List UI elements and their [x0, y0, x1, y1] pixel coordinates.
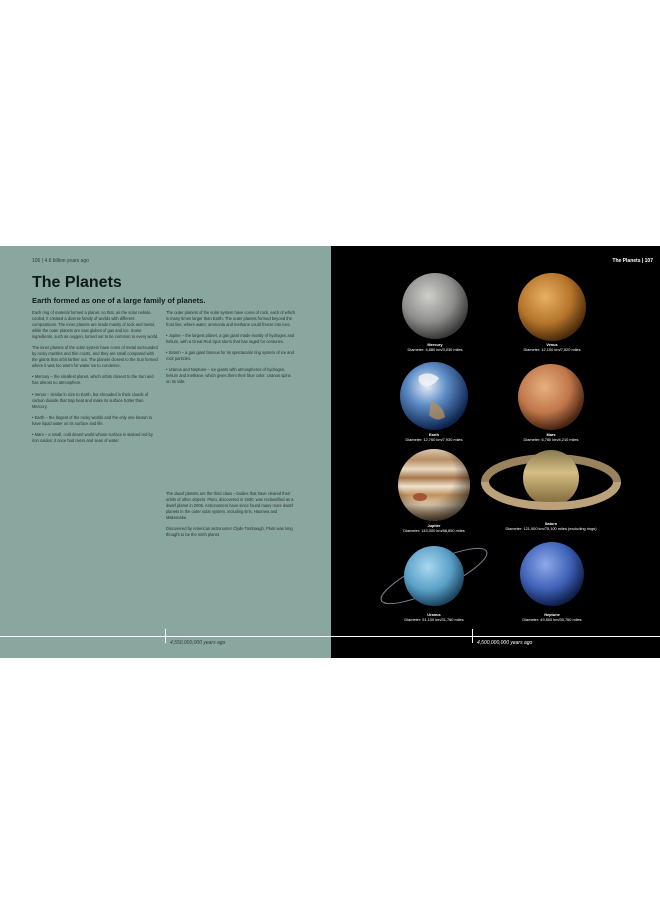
planet-caption-venus — [492, 342, 612, 352]
planet-diameter: Diameter: 49,500 km/30,760 miles — [522, 617, 582, 622]
timeline-tick — [165, 629, 166, 643]
left-page — [0, 246, 331, 658]
paragraph: • Uranus and Neptune – ice giants with atmospheres of hydrogen, helium and methane, which gives them their blue color. Uranus spins on its side. — [166, 367, 291, 385]
paragraph: Each ring of material formed a planet, so that, as the solar nebula cooled, it created a diverse family of worlds with different compositions. The inner planets are made mainly of rock and metal, while the outer planets are vast globes of gas and ice. Some ingredients, such as oxygen, turned out to be common to every world. — [32, 310, 159, 340]
planet-diameter: Diameter: 51,100 km/31,760 miles — [404, 617, 464, 622]
planet-name: Uranus — [427, 612, 441, 617]
neptune-planet — [520, 542, 584, 606]
planet-diameter: Diameter: 6,780 km/4,210 miles — [523, 437, 579, 442]
planet-name: Venus — [546, 342, 558, 347]
text-column-3 — [166, 491, 296, 543]
mars-planet — [518, 364, 584, 430]
paragraph: • Jupiter – the largest planet, a gas giant made mostly of hydrogen and helium, with a Great Red Spot storm that has raged for centuries. — [166, 333, 295, 345]
timeline-label: 4,550,000,000 years ago — [170, 640, 226, 646]
uranus-planet — [404, 546, 464, 606]
earth-planet — [400, 362, 468, 430]
paragraph: The inner planets of the solar system have cores of metal surrounded by rocky mantles and thin crusts, and they are small compared with the giants that orbit farther out. The planets closest to the Sun formed where it was too warm for water ice to condense. — [32, 345, 158, 369]
planet-caption-jupiter — [374, 523, 494, 533]
planet-caption-earth — [374, 432, 494, 442]
planet-diameter: Diameter: 12,760 km/7,930 miles — [405, 437, 463, 442]
paragraph: The dwarf planets are the third class – bodies that have cleared their orbits of other objects. Pluto, discovered in 1930, was reclassified as a dwarf planet in 2006. Astronomers have since found many more dwarf planets in the outer solar system, including Eris, Haumea and Makemake. — [166, 491, 294, 521]
planet-diameter: Diameter: 12,100 km/7,520 miles — [523, 347, 581, 352]
planet-caption-neptune — [492, 612, 612, 622]
page-title: The Planets — [32, 274, 122, 291]
venus-planet — [518, 273, 586, 341]
mercury-planet — [402, 273, 468, 339]
text-column-1 — [32, 310, 159, 449]
paragraph: • Mercury – the smallest planet, which orbits closest to the Sun and has almost no atmosphere. — [32, 374, 154, 386]
planet-name: Neptune — [544, 612, 560, 617]
paragraph: Discovered by American astronomer Clyde Tombaugh, Pluto was long thought to be the ninth planet. — [166, 526, 293, 538]
planet-caption-mars — [491, 432, 611, 442]
planet-name: Saturn — [544, 521, 558, 526]
right-page — [331, 246, 660, 658]
planet-diameter: Diameter: 121,000 km/75,100 miles (excluding rings) — [505, 526, 597, 531]
planet-illustrations — [331, 246, 660, 658]
saturn-planet — [523, 450, 579, 506]
running-head: 106 | 4.6 billion years ago — [32, 258, 89, 264]
planet-name: Mars — [546, 432, 556, 437]
planet-diameter: Diameter: 4,880 km/3,030 miles — [407, 347, 463, 352]
paragraph: • Saturn – a gas giant famous for its spectacular ring system of ice and rock particles. — [166, 350, 294, 362]
planet-caption-uranus — [374, 612, 494, 622]
paragraph: • Earth – the largest of the rocky worlds and the only one known to have liquid water on its surface and life. — [32, 414, 153, 426]
running-head: The Planets | 107 — [612, 258, 653, 264]
timeline-tick — [472, 629, 473, 643]
paragraph: • Mars – a small, cold desert world whose surface is stained red by iron oxides; it once had rivers and seas of water. — [32, 431, 153, 443]
page-subtitle: Earth formed as one of a large family of planets. — [32, 296, 206, 305]
planet-diameter: Diameter: 143,000 km/88,850 miles — [403, 528, 465, 533]
timeline-label: 4,500,000,000 years ago — [477, 640, 533, 646]
timeline-rule — [331, 636, 660, 637]
paragraph: • Venus – similar in size to Earth, but shrouded in thick clouds of carbon dioxide that trap heat and make its surface hotter than Mercury. — [32, 391, 149, 409]
planet-name: Earth — [429, 432, 439, 437]
planet-name: Mercury — [427, 342, 443, 347]
planet-caption-mercury — [375, 342, 495, 352]
paragraph: The outer planets of the solar system have cores of rock, each of which is many times larger than Earth. The outer planets formed beyond the frost line, where water, ammonia and methane could freeze into ices. — [166, 310, 296, 328]
book-spread — [0, 246, 660, 658]
planet-name: Jupiter — [427, 523, 441, 528]
planet-caption-saturn — [491, 521, 611, 531]
text-column-2 — [166, 310, 296, 390]
